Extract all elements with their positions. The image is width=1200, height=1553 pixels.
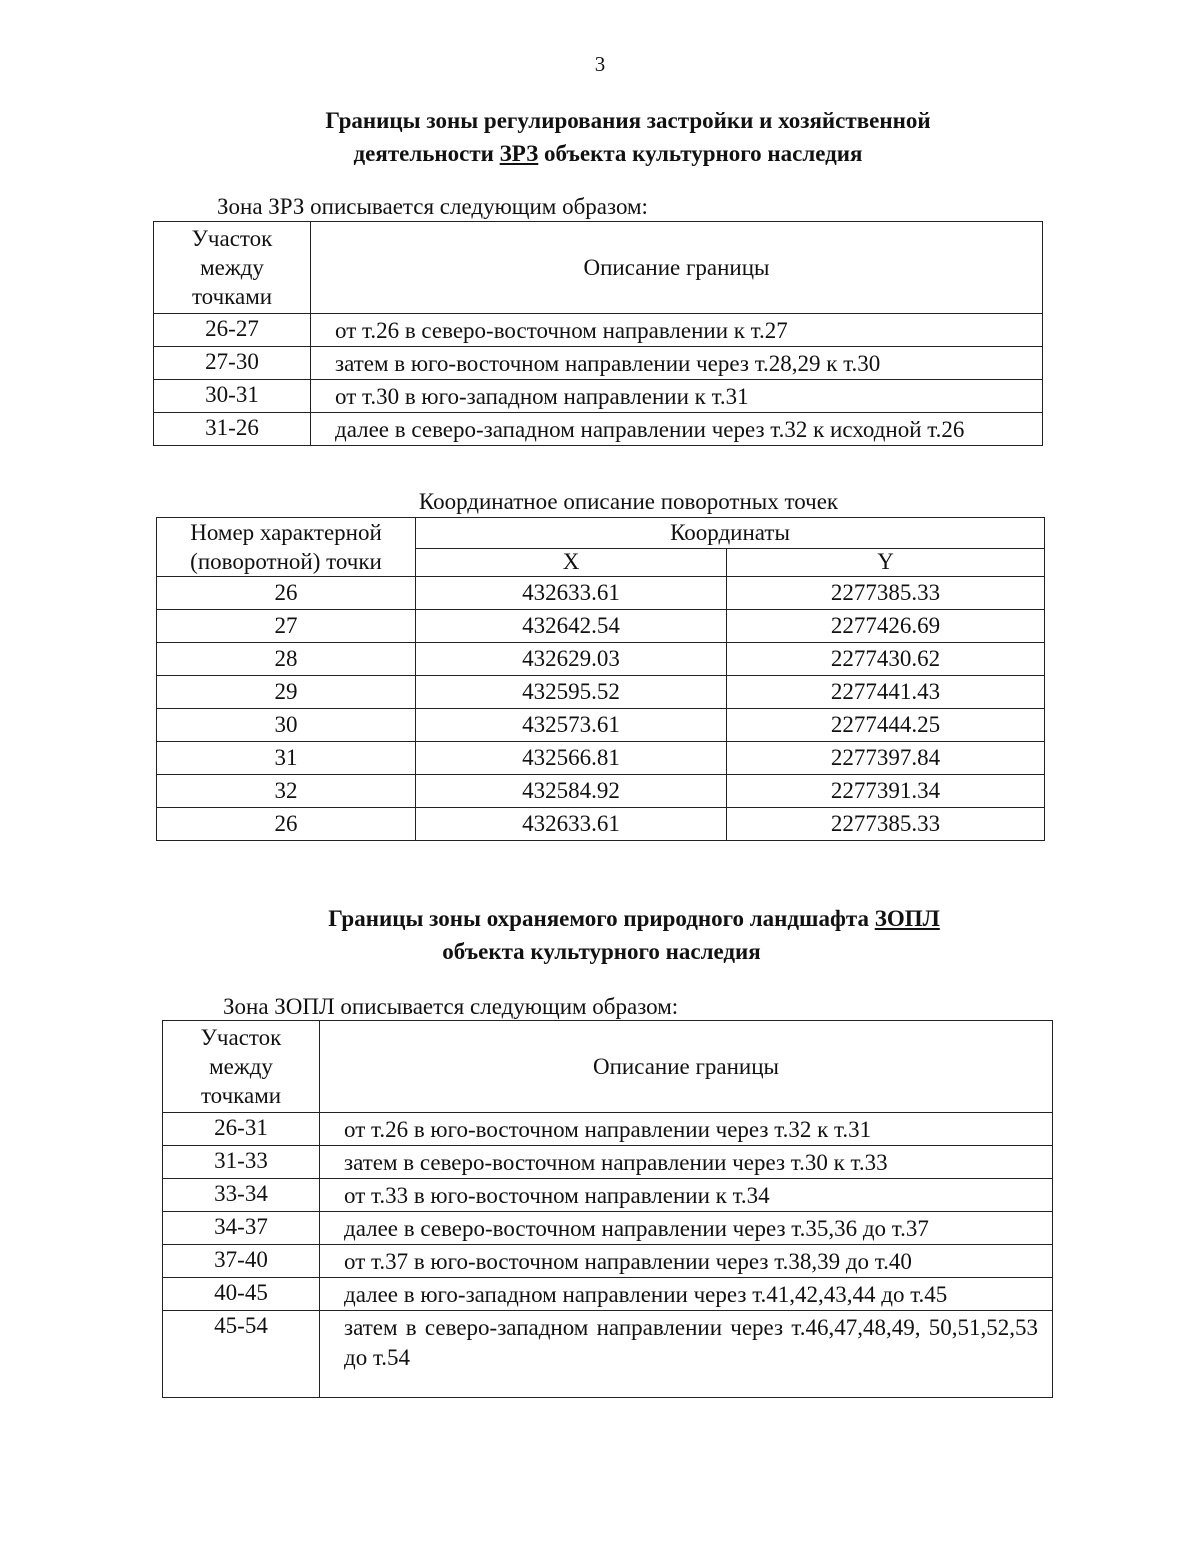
table-row: 31 432566.81 2277397.84 (157, 742, 1045, 775)
zrz-abbr: ЗРЗ (499, 141, 539, 166)
zopl-heading-line1: Границы зоны охраняемого природного ландшафта ЗОПЛ (328, 906, 940, 931)
table-row: 30 432573.61 2277444.25 (157, 709, 1045, 742)
table-row: 26-27 от т.26 в северо-восточном направлении к т.27 (154, 314, 1043, 347)
zopl-boundary-table (162, 1020, 1053, 1398)
zopl-intro: Зона ЗОПЛ описывается следующим образом: (223, 994, 679, 1019)
table-row: 29 432595.52 2277441.43 (157, 676, 1045, 709)
col-segment-header: Участок между точками (154, 222, 311, 314)
table-row: 33-34 от т.33 в юго-восточном направлении к т.34 (163, 1179, 1053, 1212)
table-row: 45-54 затем в северо-западном направлении через т.46,47,48,49, 50,51,52,53 до т.54 (163, 1311, 1053, 1398)
table-header-row (154, 222, 1043, 314)
zopl-heading (0, 902, 1200, 968)
table-row: 30-31 от т.30 в юго-западном направлении к т.31 (154, 380, 1043, 413)
coords-table (156, 517, 1045, 841)
zopl-abbr: ЗОПЛ (874, 906, 940, 931)
table-row: 37-40 от т.37 в юго-восточном направлении через т.38,39 до т.40 (163, 1245, 1053, 1278)
table-header-row (157, 518, 1045, 549)
table-row: 26-31 от т.26 в юго-восточном направлении через т.32 к т.31 (163, 1113, 1053, 1146)
page-number: 3 (594, 52, 606, 76)
col-x-header: X (416, 548, 727, 576)
table-row: 27 432642.54 2277426.69 (157, 610, 1045, 643)
zrz-intro: Зона ЗРЗ описывается следующим образом: (217, 194, 648, 219)
table-row: 32 432584.92 2277391.34 (157, 775, 1045, 808)
zrz-heading-line2: деятельности ЗРЗ объекта культурного наследия (353, 141, 863, 166)
table-row: 28 432629.03 2277430.62 (157, 643, 1045, 676)
col-y-header: Y (727, 548, 1045, 576)
col-description-header: Описание границы (320, 1021, 1053, 1113)
col-coords-header: Координаты (416, 518, 1045, 549)
col-point-header: Номер характерной (поворотной) точки (157, 518, 416, 577)
zrz-heading (0, 104, 1200, 170)
coords-caption: Координатное описание поворотных точек (418, 489, 839, 514)
col-segment-header: Участок между точками (163, 1021, 320, 1113)
table-header-row (163, 1021, 1053, 1113)
zopl-heading-line2: объекта культурного наследия (442, 939, 761, 964)
table-row: 31-33 затем в северо-восточном направлении через т.30 к т.33 (163, 1146, 1053, 1179)
table-row: 31-26 далее в северо-западном направлении через т.32 к исходной т.26 (154, 413, 1043, 446)
col-description-header: Описание границы (311, 222, 1043, 314)
table-row: 26 432633.61 2277385.33 (157, 808, 1045, 841)
table-row: 34-37 далее в северо-восточном направлении через т.35,36 до т.37 (163, 1212, 1053, 1245)
table-row: 27-30 затем в юго-восточном направлении через т.28,29 к т.30 (154, 347, 1043, 380)
zrz-boundary-table (153, 221, 1043, 446)
zrz-heading-line1: Границы зоны регулирования застройки и хозяйственной (325, 108, 931, 133)
table-row: 26 432633.61 2277385.33 (157, 577, 1045, 610)
table-row: 40-45 далее в юго-западном направлении через т.41,42,43,44 до т.45 (163, 1278, 1053, 1311)
